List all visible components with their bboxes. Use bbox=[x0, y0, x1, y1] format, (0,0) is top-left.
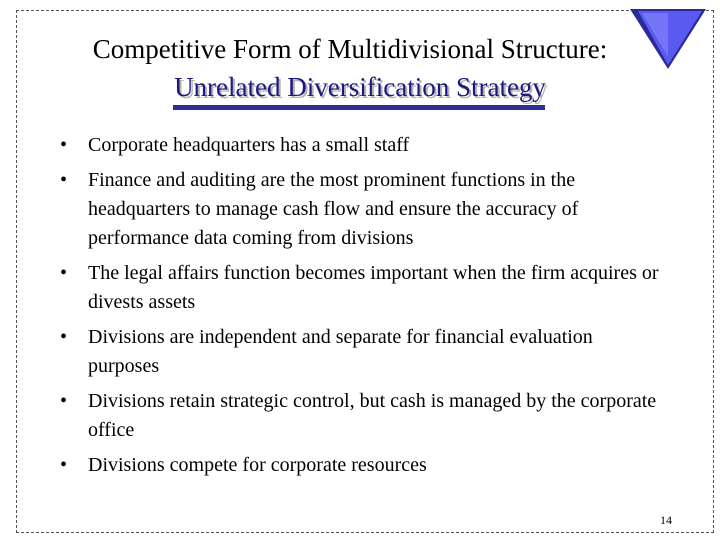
title-underline bbox=[173, 105, 545, 110]
bullet-glyph: • bbox=[60, 454, 68, 476]
bullet-glyph: • bbox=[60, 390, 68, 412]
bullet-text: Divisions are independent and separate for financial evaluation purposes bbox=[88, 326, 593, 377]
bullet-glyph: • bbox=[60, 169, 68, 191]
bullet-glyph: • bbox=[60, 326, 68, 348]
bullet-text: Finance and auditing are the most prominent functions in the headquarters to manage cash flow and ensure the accuracy of performance data coming from divisions bbox=[88, 169, 579, 249]
bullet-text: The legal affairs function becomes important when the firm acquires or divests assets bbox=[88, 262, 659, 313]
bullet-glyph: • bbox=[60, 262, 68, 284]
bullet-text: Corporate headquarters has a small staff bbox=[88, 134, 410, 156]
bullet-text: Divisions compete for corporate resources bbox=[88, 454, 427, 476]
bullet-item bbox=[60, 166, 660, 253]
page-number: 14 bbox=[660, 513, 672, 527]
bullet-text: Divisions retain strategic control, but cash is managed by the corporate office bbox=[88, 390, 657, 441]
bullet-item bbox=[60, 131, 660, 160]
bullet-item bbox=[60, 451, 660, 480]
bullet-list bbox=[60, 131, 660, 486]
bullet-item bbox=[60, 323, 660, 381]
bullet-glyph: • bbox=[60, 134, 68, 156]
slide-subtitle: Unrelated Diversification Strategy bbox=[174, 72, 546, 102]
bullet-item bbox=[60, 387, 660, 445]
slide-title: Competitive Form of Multidivisional Structure: bbox=[92, 34, 608, 64]
bullet-item bbox=[60, 259, 660, 317]
